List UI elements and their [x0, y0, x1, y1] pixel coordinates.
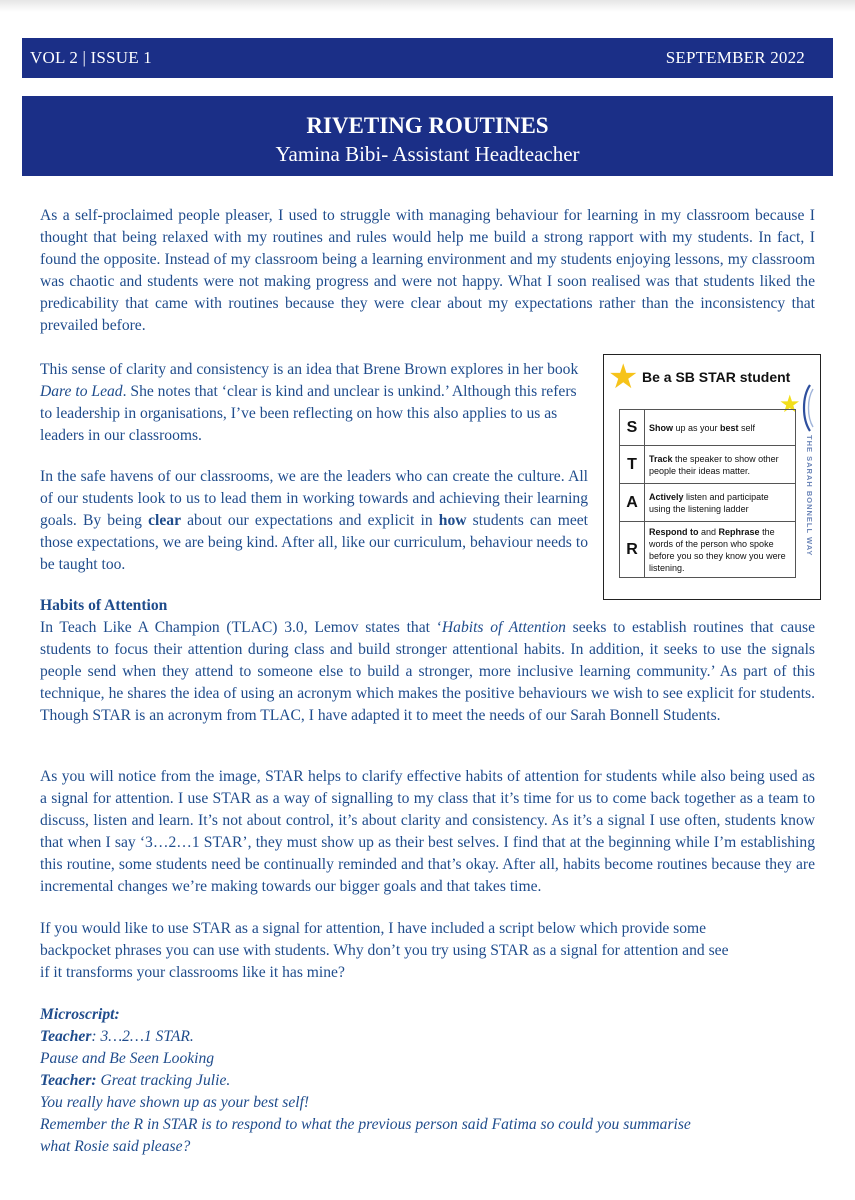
book-title: Dare to Lead: [40, 383, 123, 400]
star-row-s: [620, 410, 796, 446]
microscript-line-5: Remember the R in STAR is to respond to what the previous person said Fatima so could you summarise: [40, 1116, 691, 1133]
clarity-text-1: This sense of clarity and consistency is an idea that Brene Brown explores in her book: [40, 361, 579, 378]
habits-text-2: seeks to establish routines that cause students to focus their attention during class and build stronger attentional habits. In addition, it seeks to use the signals people send when they attend to someone else to build a stronger, more inclusive learning community.’ As part of this technique, he shares the idea of using an acronym which makes the positive behaviours we wish to see explicit for students. Though STAR is an acronym from TLAC, I have adapted it to meet the needs of our Sarah Bonnell Students.: [40, 619, 815, 724]
star-table: [619, 409, 796, 578]
star-row-r: [620, 522, 796, 578]
issue-date: SEPTEMBER 2022: [665, 48, 805, 67]
star-letter: T: [620, 446, 645, 484]
star-letter: R: [620, 522, 645, 578]
havens-text-2: about our expectations and explicit in: [181, 512, 439, 529]
school-logo-icon: [800, 383, 814, 433]
star-desc: [645, 410, 796, 446]
microscript-line-1: [40, 1026, 815, 1048]
school-way-text: THE SARAH BONNELL WAY: [805, 435, 814, 557]
microscript-line-6: what Rosie said please?: [40, 1138, 191, 1155]
paragraph-invite: [40, 918, 740, 984]
star-desc: [645, 522, 796, 578]
star-letter: S: [620, 410, 645, 446]
star-desc-bold: Actively: [649, 491, 684, 502]
paragraph-clarity: [40, 359, 588, 447]
microscript-line-3: [40, 1070, 815, 1092]
article-byline: Yamina Bibi- Assistant Headteacher: [275, 142, 580, 166]
star-student-image: [603, 354, 821, 600]
page-top-edge: [0, 0, 855, 12]
habits-italic: Habits of Attention: [441, 619, 566, 636]
star-desc-rest: the words of the person who spoke before you so they know you were listening.: [649, 526, 786, 573]
star-desc-text: up as your: [673, 422, 721, 433]
star-desc: [645, 484, 796, 522]
star-signal-text: As you will notice from the image, STAR helps to clarify effective habits of attention for students while also being used as a signal for attention. I use STAR as a way of signalling to my class that it’s time for us to come back together as a team to discuss, listen and learn. It’s not about control, it’s about clarity and consistency. As it’s a signal I use often, students know that when I say ‘3…2…1 STAR’, they must show up as their best selves. I find that at the beginning while I’m establishing this routine, some students need be continually reminded and that’s okay. After all, habits become routines because they are incremental changes we’re making towards our bigger goals and that takes time.: [40, 768, 815, 895]
star-row-t: [620, 446, 796, 484]
star-desc-text: and: [698, 526, 719, 537]
star-desc-text: listen and participate using the listening ladder: [649, 491, 769, 514]
havens-bold-clear: clear: [148, 512, 181, 529]
microscript-line-2: Pause and Be Seen Looking: [40, 1050, 215, 1067]
star-desc-bold: Show: [649, 422, 673, 433]
star-desc: [645, 446, 796, 484]
paragraph-star-signal: [40, 766, 815, 898]
microscript-heading: Microscript:: [40, 1006, 120, 1023]
star-desc-rest: self: [738, 422, 756, 433]
invite-text: If you would like to use STAR as a signal for attention, I have included a script below which provide some backpocket phrases you can use with students. Why don’t you try using STAR as a signal for attention and see if it transforms your classrooms like it has mine?: [40, 920, 729, 981]
havens-text-3: students can meet those expectations, we are being kind. After all, like our curriculum, behaviour needs to be taught too.: [40, 512, 588, 573]
speaker-teacher-1: Teacher: [40, 1028, 92, 1045]
clarity-text-2: . She notes that ‘clear is kind and unclear is unkind.’ Although this refers to leadership in organisations, I’ve been reflecting on how this also applies to us as leaders in our classrooms.: [40, 383, 577, 444]
line-3-text: Great tracking Julie.: [96, 1072, 231, 1089]
star-desc-bold: Respond to: [649, 526, 699, 537]
article-title: RIVETING ROUTINES: [306, 113, 549, 138]
line-1-text: : 3…2…1 STAR.: [91, 1028, 194, 1045]
havens-text-1: In the safe havens of our classrooms, we are the leaders who can create the culture. All of our students look to us to lead them in working towards and achieving their learning goals. By being: [40, 468, 588, 529]
habits-paragraph: [40, 617, 815, 727]
habits-heading: Habits of Attention: [40, 597, 168, 614]
section-habits: [40, 595, 815, 727]
star-desc-text: the speaker to show other people their ideas matter.: [649, 453, 779, 476]
small-star-icon: ★: [779, 392, 801, 418]
paragraph-safe-havens-text: [40, 466, 588, 576]
issue-number: VOL 2 | ISSUE 1: [30, 48, 152, 67]
speaker-teacher-2: Teacher:: [40, 1072, 97, 1089]
issue-banner: [22, 38, 833, 78]
yellow-star-icon: ★: [608, 359, 639, 396]
paragraph-intro-text: As a self-proclaimed people pleaser, I used to struggle with managing behaviour for learning in my classroom because I thought that being relaxed with my routines and rules would help me build a strong rapport with my students. In fact, I found the opposite. Instead of my classroom being a learning environment and my students enjoying lessons, my classroom was chaotic and students were not making progress and were not happy. What I soon realised was that students liked the predicability that came with routines because they were clear about my expectations rather than the inconsistency that prevailed before.: [40, 207, 815, 334]
microscript-line-4: You really have shown up as your best self!: [40, 1094, 310, 1111]
star-desc-bold-2: Rephrase: [718, 526, 760, 537]
havens-bold-how: how: [438, 512, 467, 529]
star-image-title: Be a SB STAR student: [642, 369, 791, 385]
paragraph-safe-havens: [40, 466, 588, 576]
title-banner: [22, 96, 833, 176]
paragraph-clarity-text: [40, 359, 588, 447]
star-letter: A: [620, 484, 645, 522]
star-row-a: [620, 484, 796, 522]
habits-text-1: In Teach Like A Champion (TLAC) 3.0, Lemov states that ‘: [40, 619, 442, 636]
paragraph-intro: [40, 205, 815, 337]
star-desc-bold: Track: [649, 453, 673, 464]
star-desc-bold-2: best: [720, 422, 739, 433]
microscript-block: [40, 1004, 815, 1158]
